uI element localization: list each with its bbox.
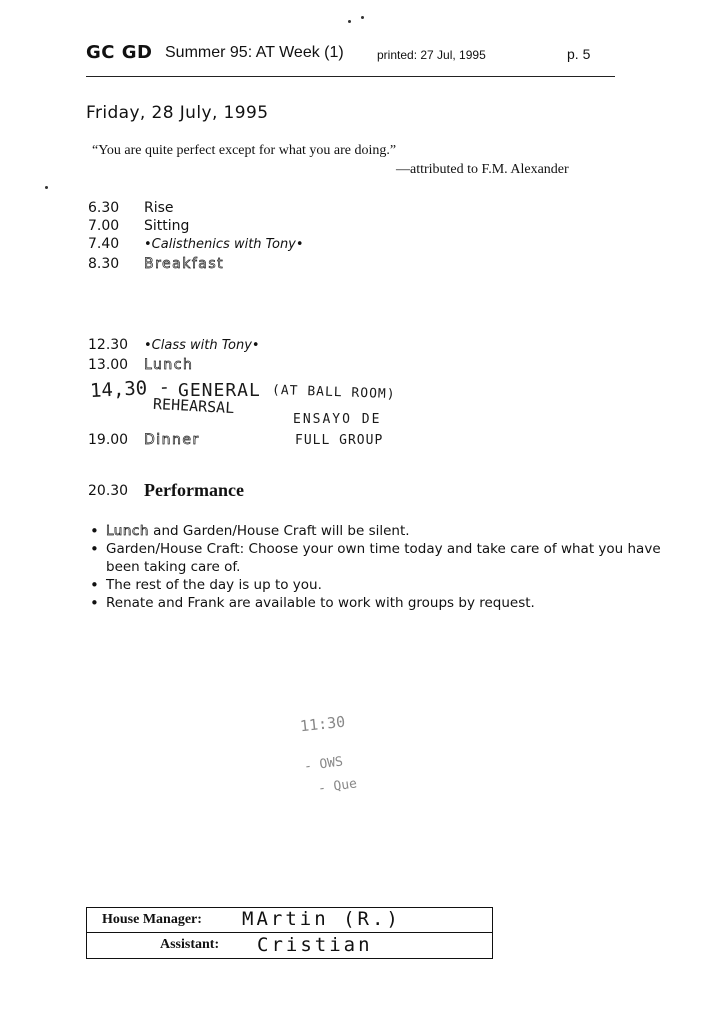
schedule-activity: Rise	[144, 200, 174, 216]
stray-mark	[348, 20, 351, 23]
schedule-activity: •Calisthenics with Tony•	[144, 237, 304, 252]
schedule-time: 13.00	[88, 357, 129, 373]
house-manager-value: MArtin (R.)	[242, 908, 401, 930]
handwritten-ballroom-note: (AT BALL ROOM)	[271, 382, 396, 403]
assistant-label: Assistant:	[160, 937, 220, 952]
note-item	[88, 540, 688, 576]
schedule-activity: Lunch	[144, 357, 194, 373]
schedule-time: 20.30	[88, 483, 129, 499]
pencil-note: - Que	[317, 776, 358, 797]
day-heading: Friday, 28 July, 1995	[86, 103, 269, 123]
schedule-time: 19.00	[88, 432, 129, 448]
assistant-row	[87, 933, 492, 958]
schedule-time: 8.30	[88, 256, 120, 272]
note-text: Garden/House Craft: Choose your own time today and take care of what you have been taking care of.	[106, 541, 661, 575]
note-item	[88, 576, 688, 594]
schedule-time: 6.30	[88, 200, 120, 216]
house-manager-label: House Manager:	[102, 912, 202, 927]
schedule-activity: Dinner	[144, 432, 200, 448]
assistant-value: Cristian	[257, 934, 373, 956]
note-text: Renate and Frank are available to work with groups by request.	[106, 595, 535, 611]
handwritten-general: GENERAL	[178, 380, 261, 401]
quote-text: “You are quite perfect except for what you are doing.”	[92, 143, 397, 158]
pencil-note-time: 11:30	[299, 712, 346, 736]
header-divider	[86, 76, 615, 77]
handwritten-time: 14,30 -	[89, 375, 171, 403]
note-text: and Garden/House Craft will be silent.	[148, 523, 410, 539]
page-number: p. 5	[567, 46, 591, 62]
schedule-activity: Breakfast	[144, 256, 225, 272]
notes-list	[88, 522, 688, 612]
pencil-note: - OWS	[303, 754, 344, 775]
note-highlight: Lunch	[106, 523, 149, 539]
stray-mark	[361, 16, 364, 19]
printed-date: printed: 27 Jul, 1995	[377, 48, 486, 62]
schedule-time: 12.30	[88, 337, 129, 353]
note-text: The rest of the day is up to you.	[106, 577, 322, 593]
document-title: Summer 95: AT Week (1)	[165, 44, 344, 61]
house-manager-row	[87, 908, 492, 933]
handwritten-rehearsal: REHEARSAL	[152, 394, 235, 418]
handwritten-ensayo: ENSAYO DE	[293, 412, 382, 427]
schedule	[88, 200, 648, 500]
note-item	[88, 522, 688, 540]
schedule-activity: Performance	[144, 480, 244, 500]
brand-logo: GC GD	[86, 42, 153, 63]
page-header	[86, 42, 616, 72]
manager-box	[86, 907, 493, 959]
schedule-activity: Sitting	[144, 218, 190, 234]
schedule-time: 7.40	[88, 236, 120, 252]
note-item	[88, 594, 688, 612]
schedule-time: 7.00	[88, 218, 120, 234]
handwritten-full-group: FULL GROUP	[295, 433, 384, 448]
stray-mark	[45, 186, 48, 189]
quote-attribution: —attributed to F.M. Alexander	[396, 162, 569, 177]
schedule-activity: •Class with Tony•	[144, 338, 260, 353]
